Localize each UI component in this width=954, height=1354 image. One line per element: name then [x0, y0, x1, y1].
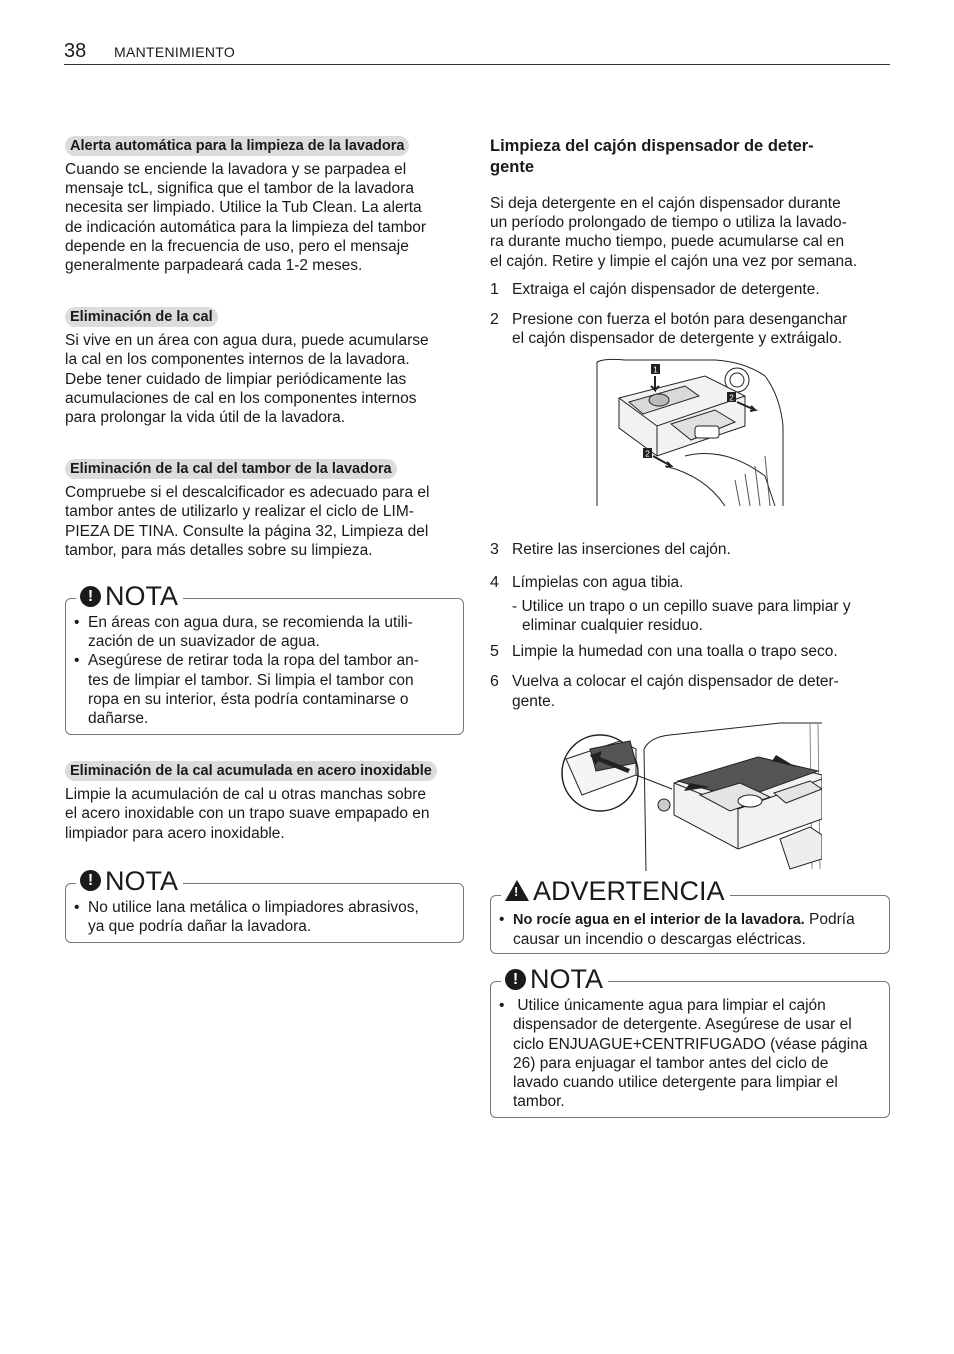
section-body [65, 331, 464, 427]
callout-label: 1 [653, 365, 658, 375]
right-column [490, 136, 890, 1118]
step-text: - Utilice un trapo o un cepillo suave para limpiar y [512, 597, 851, 615]
step-item [490, 672, 890, 710]
note-title [76, 866, 183, 896]
note-title-text: NOTA [105, 865, 178, 896]
step-number: 2 [490, 311, 499, 329]
step-item [490, 540, 890, 559]
text-line: el acero inoxidable con un trapo suave empapado en [65, 805, 430, 823]
text-line: Compruebe si el descalcificador es adecuado para el [65, 484, 430, 502]
drawer-removal-illustration [595, 356, 795, 516]
section-heading: Eliminación de la cal del tambor de la lavadora [65, 459, 397, 479]
text-line: la cal en los componentes internos de la lavadora. [65, 351, 410, 369]
warning-triangle-icon: ! [505, 880, 529, 901]
text-line: tambor antes de utilizarlo y realizar el ciclo de LIM- [65, 503, 414, 521]
step-number: 1 [490, 280, 499, 298]
page-number: 38 [64, 40, 87, 62]
note-title [501, 964, 608, 994]
note-title-text: NOTA [105, 581, 178, 612]
section-drum-lime [65, 459, 464, 560]
text-line: para prolongar la vida útil de la lavadora. [65, 409, 346, 427]
left-column [65, 136, 464, 943]
step-text: Extraiga el cajón dispensador de detergente. [512, 280, 820, 298]
step-item [490, 310, 890, 348]
note-box [65, 581, 464, 735]
text-line: depende en la frecuencia de uso, pero el mensaje [65, 237, 409, 255]
section-lime-removal [65, 307, 464, 427]
text-line: Cuando se enciende la lavadora y se parpadea el [65, 161, 407, 178]
note-box [65, 865, 464, 943]
warning-bullet: • No rocíe agua en el interior de la lavadora. Podría causar un incendio o descargas eléctricas. [499, 910, 881, 949]
callout-label: 2 [729, 393, 734, 403]
warning-title-text: ADVERTENCIA [533, 875, 725, 906]
note-bullet: • Asegúrese de retirar toda la ropa del tambor an- tes de limpiar el tambor. Si limpia el tambor con ropa en su interior, ésta podría contaminarse o dañarse. [74, 651, 455, 728]
step-text: Vuelva a colocar el cajón dispensador de deter- [512, 673, 839, 691]
text-line: ra durante mucho tiempo, puede acumularse cal en [490, 233, 845, 251]
exclamation-icon: ! [80, 870, 101, 891]
step-number: 4 [490, 573, 499, 591]
step-number: 6 [490, 673, 499, 691]
text-line: generalmente parpadeará cada 1-2 meses. [65, 257, 363, 275]
text-line: gente [490, 158, 535, 176]
substep-item [490, 597, 890, 635]
step-item [490, 642, 890, 661]
section-heading: Alerta automática para la limpieza de la lavadora [65, 136, 409, 156]
step-text: eliminar cualquier residuo. [522, 617, 703, 635]
note-bullet: • No utilice lana metálica o limpiadores abrasivos, ya que podría dañar la lavadora. [74, 898, 455, 936]
exclamation-icon: ! [80, 586, 101, 607]
subsection-title [490, 136, 890, 178]
drawer-insertion-illustration [560, 719, 822, 871]
text-line: un período prolongado de tiempo o utiliza la lavado- [490, 214, 847, 232]
intro-paragraph [490, 194, 890, 271]
step-item [490, 280, 890, 299]
text-line: Si deja detergente en el cajón dispensador durante [490, 195, 841, 212]
note-bullet: • Utilice únicamente agua para limpiar el cajón dispensador de detergente. Asegúrese de usar el ciclo ENJUAGUE+CENTRIFUGADO (véase página 26) para enjuagar el tambor antes del ciclo de lavado cuando utilice detergente para limpiar el tambor. [499, 996, 881, 1111]
section-heading: Eliminación de la cal acumulada en acero inoxidable [65, 761, 437, 781]
section-auto-alert [65, 136, 464, 275]
text-line: PIEZA DE TINA. Consulte la página 32, Limpieza del [65, 522, 429, 540]
step-text: Presione con fuerza el botón para desenganchar [512, 311, 848, 329]
page-header [64, 40, 890, 65]
warning-box [490, 875, 890, 954]
text-line: necesita ser limpiado. Utilice la Tub Clean. La alerta [65, 199, 422, 217]
warning-title [501, 876, 730, 906]
section-body [65, 483, 464, 560]
exclamation-icon: ! [505, 969, 526, 990]
section-body [65, 160, 464, 275]
section-heading: Eliminación de la cal [65, 307, 218, 327]
step-text: el cajón dispensador de detergente y extráigalo. [512, 330, 843, 348]
section-name: MANTENIMIENTO [114, 44, 236, 60]
step-text: Límpielas con agua tibia. [512, 573, 684, 591]
text-line: mensaje tcL, significa que el tambor de la lavadora [65, 180, 414, 198]
text-line: Limpieza del cajón dispensador de deter- [490, 137, 814, 155]
note-title [76, 581, 183, 611]
section-stainless [65, 761, 464, 843]
step-text: Limpie la humedad con una toalla o trapo seco. [512, 643, 838, 661]
text-line: Limpie la acumulación de cal u otras manchas sobre [65, 786, 426, 804]
note-title-text: NOTA [530, 964, 603, 995]
text-line: acumulaciones de cal en los componentes internos [65, 389, 417, 407]
step-text: gente. [512, 692, 556, 710]
section-body [65, 785, 464, 843]
text-line: Debe tener cuidado de limpiar periódicamente las [65, 370, 407, 388]
step-number: 3 [490, 541, 499, 559]
note-bullet: • En áreas con agua dura, se recomienda la utili- zación de un suavizador de agua. [74, 613, 455, 651]
text-line: limpiador para acero inoxidable. [65, 824, 285, 842]
note-box [490, 964, 890, 1118]
step-number: 5 [490, 643, 499, 661]
text-line: el cajón. Retire y limpie el cajón una vez por semana. [490, 252, 858, 270]
callout-label: 2 [645, 449, 650, 459]
step-item [490, 573, 890, 592]
text-line: tambor, para más detalles sobre su limpieza. [65, 541, 373, 559]
step-text: Retire las inserciones del cajón. [512, 541, 731, 559]
text-line: Si vive en un área con agua dura, puede acumularse [65, 332, 429, 350]
text-line: de indicación automática para la limpieza del tambor [65, 218, 427, 236]
